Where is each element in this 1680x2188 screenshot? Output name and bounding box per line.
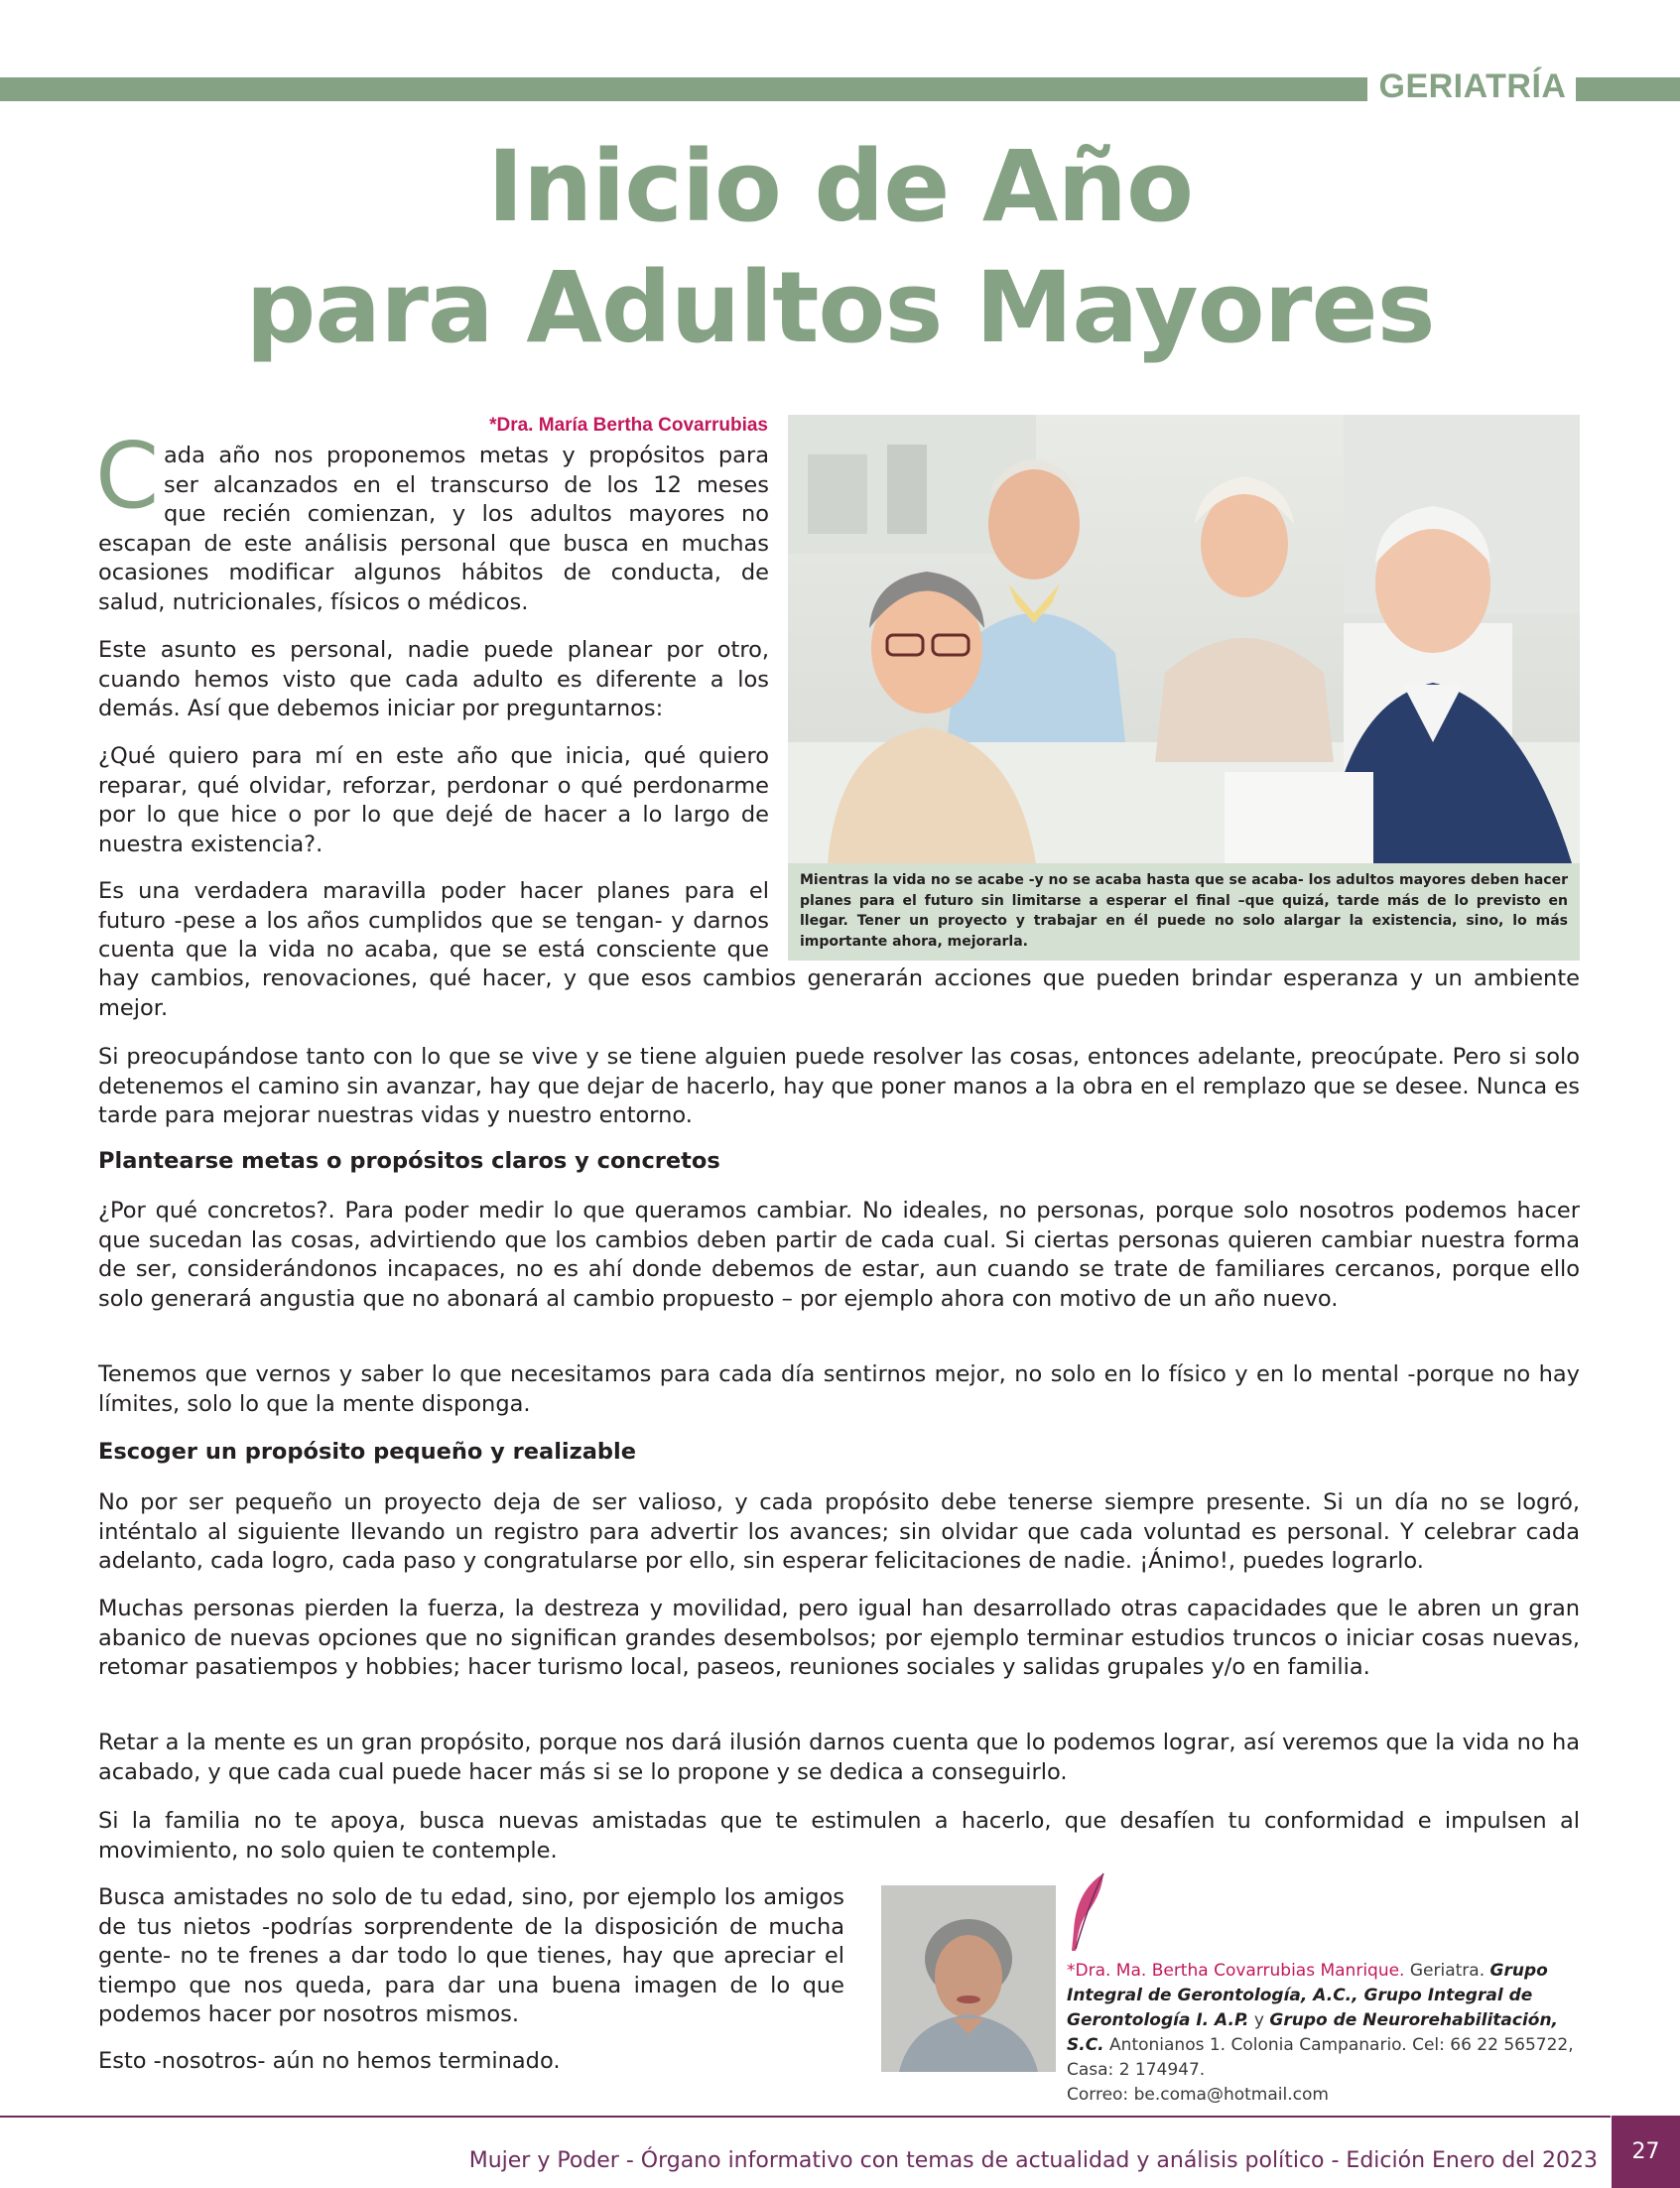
subheading-metas: Plantearse metas o propósitos claros y concretos xyxy=(98,1148,720,1174)
byline: *Dra. María Bertha Covarrubias xyxy=(489,415,768,436)
paragraph-que-quiero: ¿Qué quiero para mí en este año que inicia, qué quiero reparar, qué olvidar, reforzar, perdonar o qué perdonarme por lo que hice o por lo que dejé de hacer a lo largo de nuestra existencia?. xyxy=(98,743,769,857)
author-org-1: Grupo Integral de Gerontología, A.C., Grupo Integral de Gerontología I. A.P. xyxy=(1067,1961,1548,2030)
author-conj: y xyxy=(1248,2010,1270,2030)
seniors-photo-illustration xyxy=(788,415,1580,863)
author-name: *Dra. Ma. Bertha Covarrubias Manrique. xyxy=(1067,1961,1405,1981)
author-photo xyxy=(881,1885,1056,2072)
paragraph-preocupate: Si preocupándose tanto con lo que se vive y se tiene alguien puede resolver las cosas, entonces adelante, preocúpate. Pero si solo detenemos el camino sin avanzar, hay que dejar de hacerlo, hay que poner manos a la obra en el remplazo que se desee. Nunca es tarde para mejorar nuestras vidas y nuestro entorno. xyxy=(98,1044,1580,1128)
drop-cap: C xyxy=(95,423,160,529)
author-email: Correo: be.coma@hotmail.com xyxy=(1067,2085,1329,2105)
maravilla-line: Es una verdadera maravilla poder hacer planes para el xyxy=(98,878,769,904)
author-address: Antonianos 1. Colonia Campanario. Cel: 66 22 565722, Casa: 2 174947. xyxy=(1067,2035,1574,2080)
quill-icon xyxy=(1066,1871,1109,1955)
seniors-photo xyxy=(788,415,1580,863)
section-tag: GERIATRÍA xyxy=(1378,67,1567,105)
paragraph-maravilla xyxy=(98,877,769,965)
article-title xyxy=(0,127,1680,369)
title-line-2: para Adultos Mayores xyxy=(245,251,1435,365)
paragraph-muchas: Muchas personas pierden la fuerza, la destreza y movilidad, pero igual han desarrollado otras capacidades que le abren un gran abanico de nuevas opciones que no significan grandes desembolsos; por ejemplo terminar estudios truncos o iniciar cosas nuevas, retomar pasatiempos y hobbies; hacer turismo local, paseos, reuniones sociales y salidas grupales y/o en familia. xyxy=(98,1596,1580,1680)
intro-line: que recién comienzan, y los adultos mayores no xyxy=(164,501,769,527)
footer-text: Mujer y Poder - Órgano informativo con temas de actualidad y análisis político - Edición Enero del 2023 xyxy=(468,2148,1598,2173)
intro-line: ocasiones modificar algunos hábitos de conducta, de xyxy=(98,560,769,585)
intro-line: salud, nutricionales, físicos o médicos. xyxy=(98,588,529,615)
header-rule-left xyxy=(0,77,1367,101)
header-rule-right xyxy=(1576,77,1680,101)
maravilla-line: cuenta que la vida no acaba, que se está consciente que xyxy=(98,937,769,963)
author-org-2: Grupo de Neurorehabilitación, S.C. xyxy=(1067,2010,1559,2055)
footer-rule xyxy=(0,2116,1611,2118)
intro-line: ada año nos proponemos metas y propósitos para xyxy=(164,443,769,468)
paragraph-pequeno: No por ser pequeño un proyecto deja de ser valioso, y cada propósito debe tenerse siempre presente. Si un día no se logró, inténtalo al siguiente llevando un registro para advertir los avances; sin olvidar que cada voluntad es personal. Y celebrar cada adelanto, cada logro, cada paso y congratularse por ello, sin esperar felicitaciones de nadie. ¡Ánimo!, puedes lograrlo. xyxy=(98,1489,1580,1574)
paragraph-maravilla-continuation: hay cambios, renovaciones, qué hacer, y que esos cambios generarán acciones que pueden brindar esperanza y un ambiente mejor. xyxy=(98,965,1580,1021)
intro-line: ser alcanzados en el transcurso de los 12 meses xyxy=(164,471,769,498)
author-portrait xyxy=(881,1885,1056,2072)
paragraph-final: Esto -nosotros- aún no hemos terminado. xyxy=(98,2048,561,2074)
intro-line: escapan de este análisis personal que busca en muchas xyxy=(98,530,769,557)
author-role: Geriatra. xyxy=(1404,1961,1490,1981)
photo-caption: Mientras la vida no se acabe -y no se acaba hasta que se acaba- los adultos mayores deben hacer planes para el futuro sin limitarse a esperar el final –que quizá, tarde más de lo previsto en llegar. Tener un proyecto y trabajar en él puede no solo alargar la existencia, sino, lo más importante ahora, mejorarla. xyxy=(788,863,1580,961)
paragraph-tenemos: Tenemos que vernos y saber lo que necesitamos para cada día sentirnos mejor, no solo en lo físico y en lo mental -porque no hay límites, solo lo que la mente disponga. xyxy=(98,1361,1580,1417)
paragraph-familia: Si la familia no te apoya, busca nuevas amistadas que te estimulen a hacerlo, que desafíen tu conformidad e impulsen al movimiento, no solo quien te contemple. xyxy=(98,1808,1580,1864)
author-bio xyxy=(1067,1959,1583,2108)
title-line-1: Inicio de Año xyxy=(487,130,1193,244)
maravilla-line: futuro -pese a los años cumplidos que se tengan- y darnos xyxy=(98,907,769,934)
subheading-escoger: Escoger un propósito pequeño y realizable xyxy=(98,1439,636,1465)
paragraph-concretos: ¿Por qué concretos?. Para poder medir lo que queramos cambiar. No ideales, no personas, porque solo nosotros podemos hacer que sucedan las cosas, advirtiendo que los cambios deben partir de cada cual. Si ciertas personas quieren cambiar nuestra forma de ser, considerándonos incapaces, no es ahí donde debemos de estar, aun cuando se trate de familiares cercanos, porque ello solo generará angustia que no abonará al cambio propuesto – por ejemplo ahora con motivo de un año nuevo. xyxy=(98,1198,1580,1312)
intro-paragraph xyxy=(98,442,769,617)
paragraph-asunto: Este asunto es personal, nadie puede planear por otro, cuando hemos visto que cada adulto es diferente a los demás. Así que debemos iniciar por preguntarnos: xyxy=(98,637,769,721)
paragraph-amistades: Busca amistades no solo de tu edad, sino, por ejemplo los amigos de tus nietos -podrías sorprendente de la disposición de mucha gente- no te frenes a dar todo lo que tienes, hay que apreciar el tiempo que nos queda, para dar una buena imagen de lo que podemos hacer por nosotros mismos. xyxy=(98,1884,844,2027)
page-number: 27 xyxy=(1612,2116,1680,2188)
paragraph-retar: Retar a la mente es un gran propósito, porque nos dará ilusión darnos cuenta que lo podemos lograr, así veremos que la vida no ha acabado, y que cada cual puede hacer más si se lo propone y se dedica a conseguirlo. xyxy=(98,1730,1580,1785)
